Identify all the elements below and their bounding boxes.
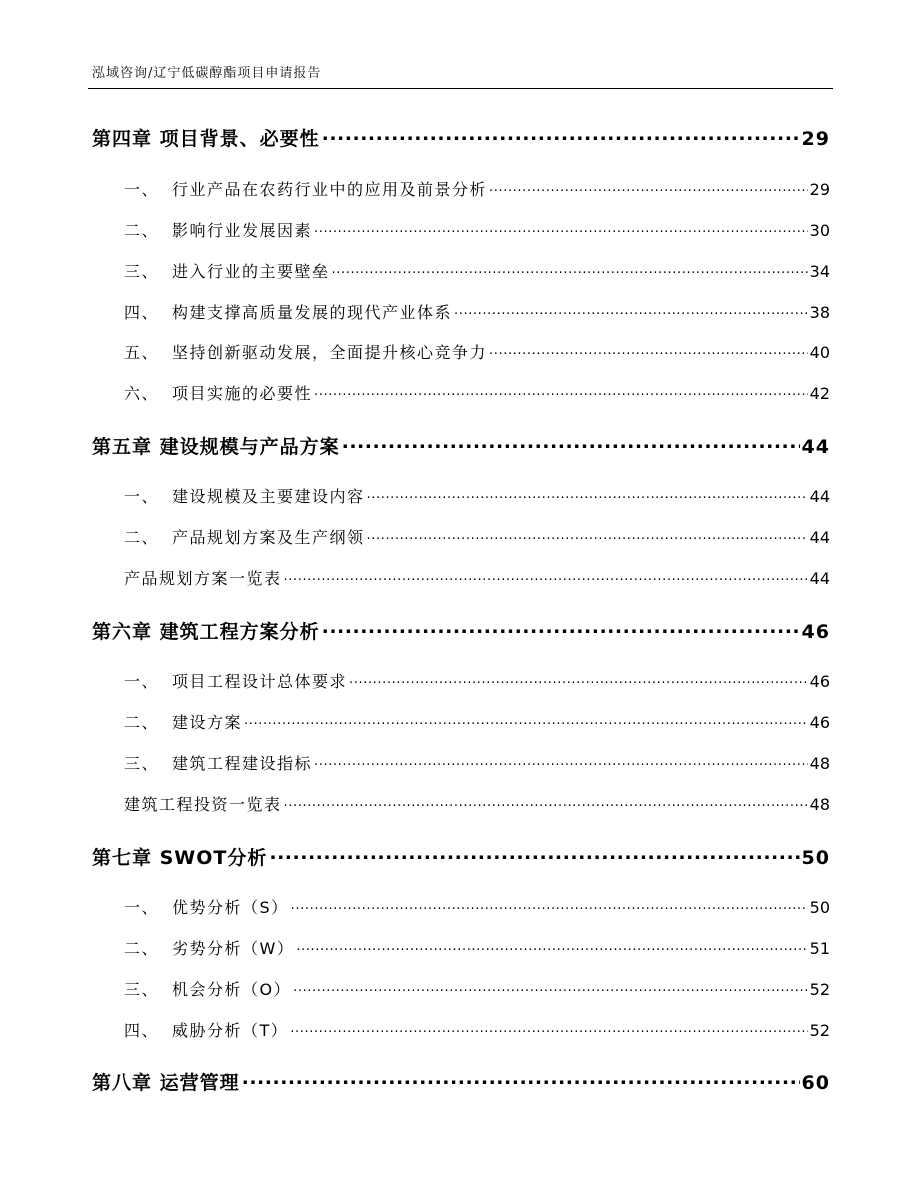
toc-section[interactable] bbox=[92, 259, 830, 282]
toc-section-number: 四、 bbox=[124, 1021, 160, 1040]
toc-page: 48 bbox=[809, 795, 830, 814]
toc-leader bbox=[314, 753, 808, 769]
toc-section-number: 二、 bbox=[124, 939, 160, 958]
toc-title: 机会分析（O） bbox=[172, 980, 292, 999]
toc-leader bbox=[284, 568, 808, 584]
toc-section-number: 一、 bbox=[124, 898, 160, 917]
toc-title: 产品规划方案一览表 bbox=[124, 569, 282, 588]
toc-title: 第七章 SWOT分析 bbox=[92, 847, 268, 869]
toc-section[interactable] bbox=[92, 669, 830, 692]
toc-section-number: 三、 bbox=[124, 262, 160, 281]
toc-leader bbox=[284, 794, 808, 810]
toc-table-entry[interactable] bbox=[92, 566, 830, 589]
toc-chapter-5[interactable] bbox=[92, 432, 830, 459]
toc-section-number: 三、 bbox=[124, 980, 160, 999]
toc-title: 优势分析（S） bbox=[172, 898, 289, 917]
toc-title: 建设规模及主要建设内容 bbox=[172, 487, 365, 506]
toc-leader bbox=[290, 1020, 807, 1036]
toc-section-number: 一、 bbox=[124, 672, 160, 691]
toc-leader bbox=[367, 486, 808, 502]
toc-section[interactable] bbox=[92, 895, 830, 918]
toc-title: 劣势分析（W） bbox=[172, 939, 295, 958]
toc-section[interactable] bbox=[92, 710, 830, 733]
toc-page: 46 bbox=[809, 713, 830, 732]
toc-section[interactable] bbox=[92, 1018, 830, 1041]
toc-page: 34 bbox=[809, 262, 830, 281]
toc-table-entry[interactable] bbox=[92, 792, 830, 815]
toc-leader bbox=[269, 845, 799, 864]
toc-title: 建筑工程建设指标 bbox=[172, 754, 313, 773]
toc-page: 44 bbox=[809, 569, 830, 588]
toc-page: 38 bbox=[809, 303, 830, 322]
toc-section[interactable] bbox=[92, 484, 830, 507]
toc-title: 第四章 项目背景、必要性 bbox=[92, 128, 320, 150]
toc-section-number: 二、 bbox=[124, 221, 160, 240]
toc-leader bbox=[489, 342, 808, 358]
toc-title: 影响行业发展因素 bbox=[172, 221, 313, 240]
toc-page: 42 bbox=[809, 384, 830, 403]
toc-page: 30 bbox=[809, 221, 830, 240]
toc-section[interactable] bbox=[92, 381, 830, 404]
toc-section-number: 一、 bbox=[124, 487, 160, 506]
toc-leader bbox=[291, 897, 808, 913]
toc-title: 进入行业的主要壁垒 bbox=[172, 262, 330, 281]
toc-section-number: 一、 bbox=[124, 180, 160, 199]
toc-page: 29 bbox=[809, 180, 830, 199]
toc-page: 60 bbox=[801, 1072, 830, 1094]
toc-title: 产品规划方案及生产纲领 bbox=[172, 528, 365, 547]
toc-title: 建设方案 bbox=[172, 713, 243, 732]
toc-section[interactable] bbox=[92, 936, 830, 959]
toc-chapter-6[interactable] bbox=[92, 617, 830, 644]
toc-leader bbox=[367, 527, 808, 543]
toc-title: 第六章 建筑工程方案分析 bbox=[92, 621, 320, 643]
toc-page: 50 bbox=[809, 898, 830, 917]
toc-section[interactable] bbox=[92, 300, 830, 323]
toc-chapter-4[interactable] bbox=[92, 124, 830, 151]
toc-page: 52 bbox=[809, 980, 830, 999]
toc-leader bbox=[332, 261, 808, 277]
toc-leader bbox=[322, 619, 800, 638]
toc-page: 46 bbox=[801, 621, 830, 643]
toc-leader bbox=[314, 383, 808, 399]
toc-section-number: 四、 bbox=[124, 303, 160, 322]
toc-page: 44 bbox=[801, 436, 830, 458]
toc-leader bbox=[242, 1070, 800, 1089]
toc-title: 第五章 建设规模与产品方案 bbox=[92, 436, 340, 458]
toc-leader bbox=[342, 434, 800, 453]
toc-leader bbox=[296, 938, 807, 954]
toc-page: 44 bbox=[809, 528, 830, 547]
toc-section[interactable] bbox=[92, 525, 830, 548]
toc-page: 48 bbox=[809, 754, 830, 773]
toc-page: 29 bbox=[801, 128, 830, 150]
toc-section[interactable] bbox=[92, 977, 830, 1000]
toc-title: 行业产品在农药行业中的应用及前景分析 bbox=[172, 180, 488, 199]
toc-leader bbox=[489, 179, 808, 195]
toc-title: 项目工程设计总体要求 bbox=[172, 672, 348, 691]
toc-title: 建筑工程投资一览表 bbox=[124, 795, 282, 814]
toc-page: 50 bbox=[801, 847, 830, 869]
toc-leader bbox=[314, 220, 808, 236]
toc-page: 44 bbox=[809, 487, 830, 506]
toc-page: 51 bbox=[809, 939, 830, 958]
toc-title: 第八章 运营管理 bbox=[92, 1072, 240, 1094]
toc-leader bbox=[244, 712, 808, 728]
toc-section-number: 三、 bbox=[124, 754, 160, 773]
toc-section[interactable] bbox=[92, 177, 830, 200]
toc-leader bbox=[322, 126, 800, 145]
toc-section[interactable] bbox=[92, 751, 830, 774]
toc-chapter-8[interactable] bbox=[92, 1068, 830, 1095]
toc-section-number: 二、 bbox=[124, 528, 160, 547]
toc-leader bbox=[293, 979, 808, 995]
toc-title: 项目实施的必要性 bbox=[172, 384, 313, 403]
toc-section-number: 五、 bbox=[124, 343, 160, 362]
toc-leader bbox=[349, 671, 808, 687]
running-header: 泓域咨询/辽宁低碳醇酯项目申请报告 bbox=[92, 66, 322, 81]
toc-leader bbox=[454, 302, 808, 318]
toc-title: 坚持创新驱动发展，全面提升核心竞争力 bbox=[172, 343, 488, 362]
toc-section-number: 二、 bbox=[124, 713, 160, 732]
toc-title: 威胁分析（T） bbox=[172, 1021, 289, 1040]
toc-section[interactable] bbox=[92, 218, 830, 241]
toc-chapter-7[interactable] bbox=[92, 843, 830, 870]
toc-title: 构建支撑高质量发展的现代产业体系 bbox=[172, 303, 453, 322]
toc-page: 40 bbox=[809, 343, 830, 362]
toc-page: 46 bbox=[809, 672, 830, 691]
toc-section-number: 六、 bbox=[124, 384, 160, 403]
toc-section[interactable] bbox=[92, 340, 830, 363]
toc-page: 52 bbox=[809, 1021, 830, 1040]
